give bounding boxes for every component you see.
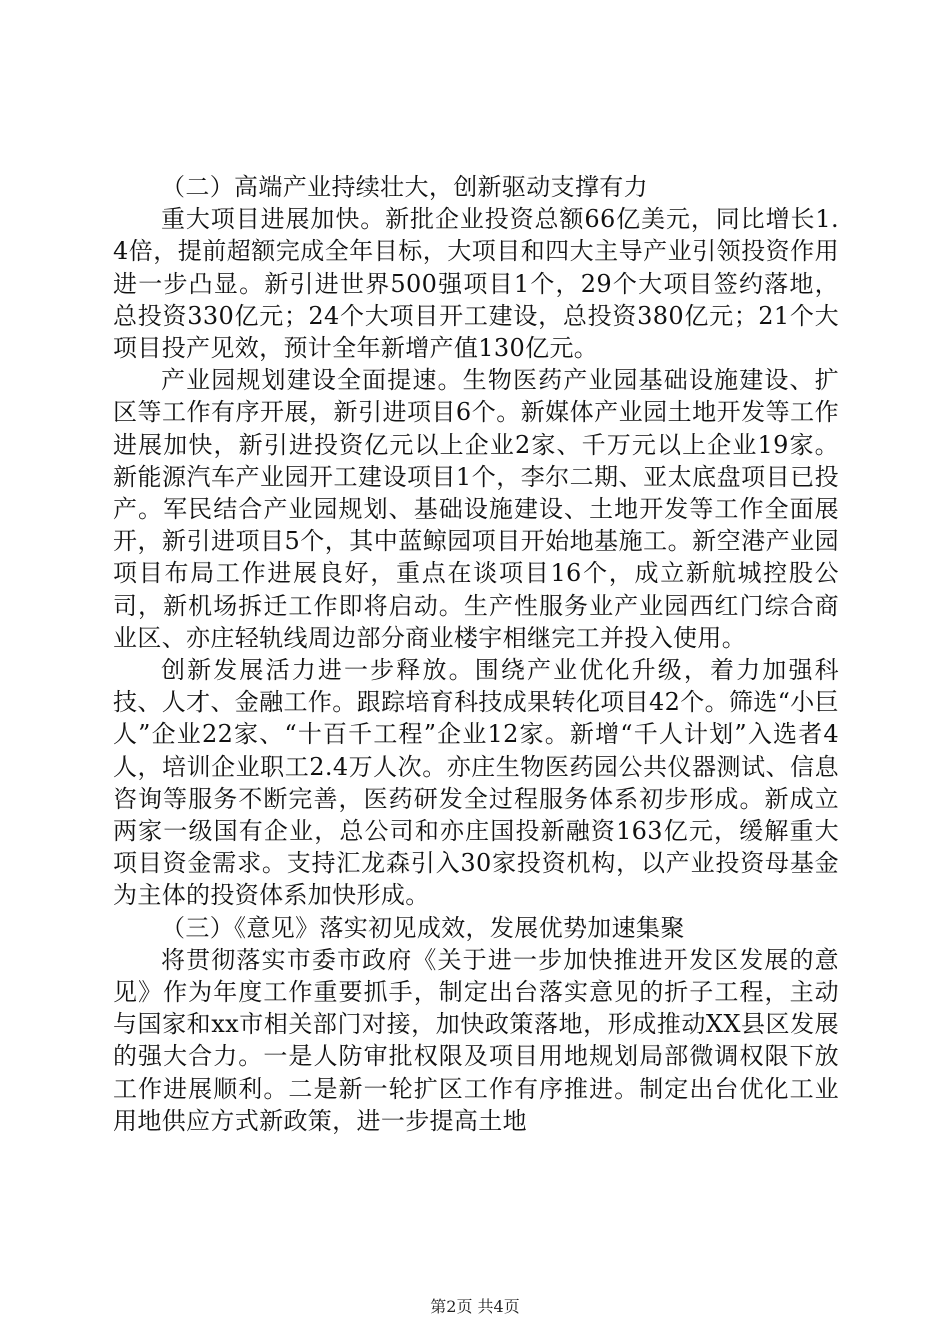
- paragraph-major-projects: 重大项目进展加快。新批企业投资总额66亿美元，同比增长1.4倍，提前超额完成全年目标，大项目和四大主导产业引领投资作用进一步凸显。新引进世界500强项目1个，29个大项目签约落地，总投资330亿元；24个大项目开工建设，总投资380亿元；21个大项目投产见效，预计全年新增产值130亿元。: [113, 205, 839, 363]
- section-heading-2: （二）高端产业持续壮大，创新驱动支撑有力: [161, 173, 648, 201]
- page-number-footer: 第2页 共4页: [430, 1297, 520, 1316]
- paragraph-opinions-implementation: 将贯彻落实市委市政府《关于进一步加快推进开发区发展的意见》作为年度工作重要抓手，制定出台落实意见的折子工程，主动与国家和xx市相关部门对接，加快政策落地，形成推动XX县区发展的强大合力。一是人防审批权限及项目用地规划局部微调权限下放工作进展顺利。二是新一轮扩区工作有序推进。制定出台优化工业用地供应方式新政策，进一步提高土地: [113, 945, 839, 1135]
- document-body: [113, 171, 839, 1137]
- paragraph-innovation: 创新发展活力进一步释放。围绕产业优化升级，着力加强科技、人才、金融工作。跟踪培育科技成果转化项目42个。筛选“小巨人”企业22家、“十百千工程”企业12家。新增“千人计划”入选者4人，培训企业职工2.4万人次。亦庄生物医药园公共仪器测试、信息咨询等服务不断完善，医药研发全过程服务体系初步形成。新成立两家一级国有企业，总公司和亦庄国投新融资163亿元，缓解重大项目资金需求。支持汇龙森引入30家投资机构，以产业投资母基金为主体的投资体系加快形成。: [113, 656, 839, 910]
- paragraph-industrial-parks: 产业园规划建设全面提速。生物医药产业园基础设施建设、扩区等工作有序开展，新引进项目6个。新媒体产业园土地开发等工作进展加快，新引进投资亿元以上企业2家、千万元以上企业19家。新能源汽车产业园开工建设项目1个，李尔二期、亚太底盘项目已投产。军民结合产业园规划、基础设施建设、土地开发等工作全面展开，新引进项目5个，其中蓝鲸园项目开始地基施工。新空港产业园项目布局工作进展良好，重点在谈项目16个，成立新航城控股公司，新机场拆迁工作即将启动。生产性服务业产业园西红门综合商业区、亦庄轻轨线周边部分商业楼宇相继完工并投入使用。: [113, 366, 839, 652]
- section-heading-3: （三）《意见》落实初见成效，发展优势加速集聚: [161, 913, 685, 942]
